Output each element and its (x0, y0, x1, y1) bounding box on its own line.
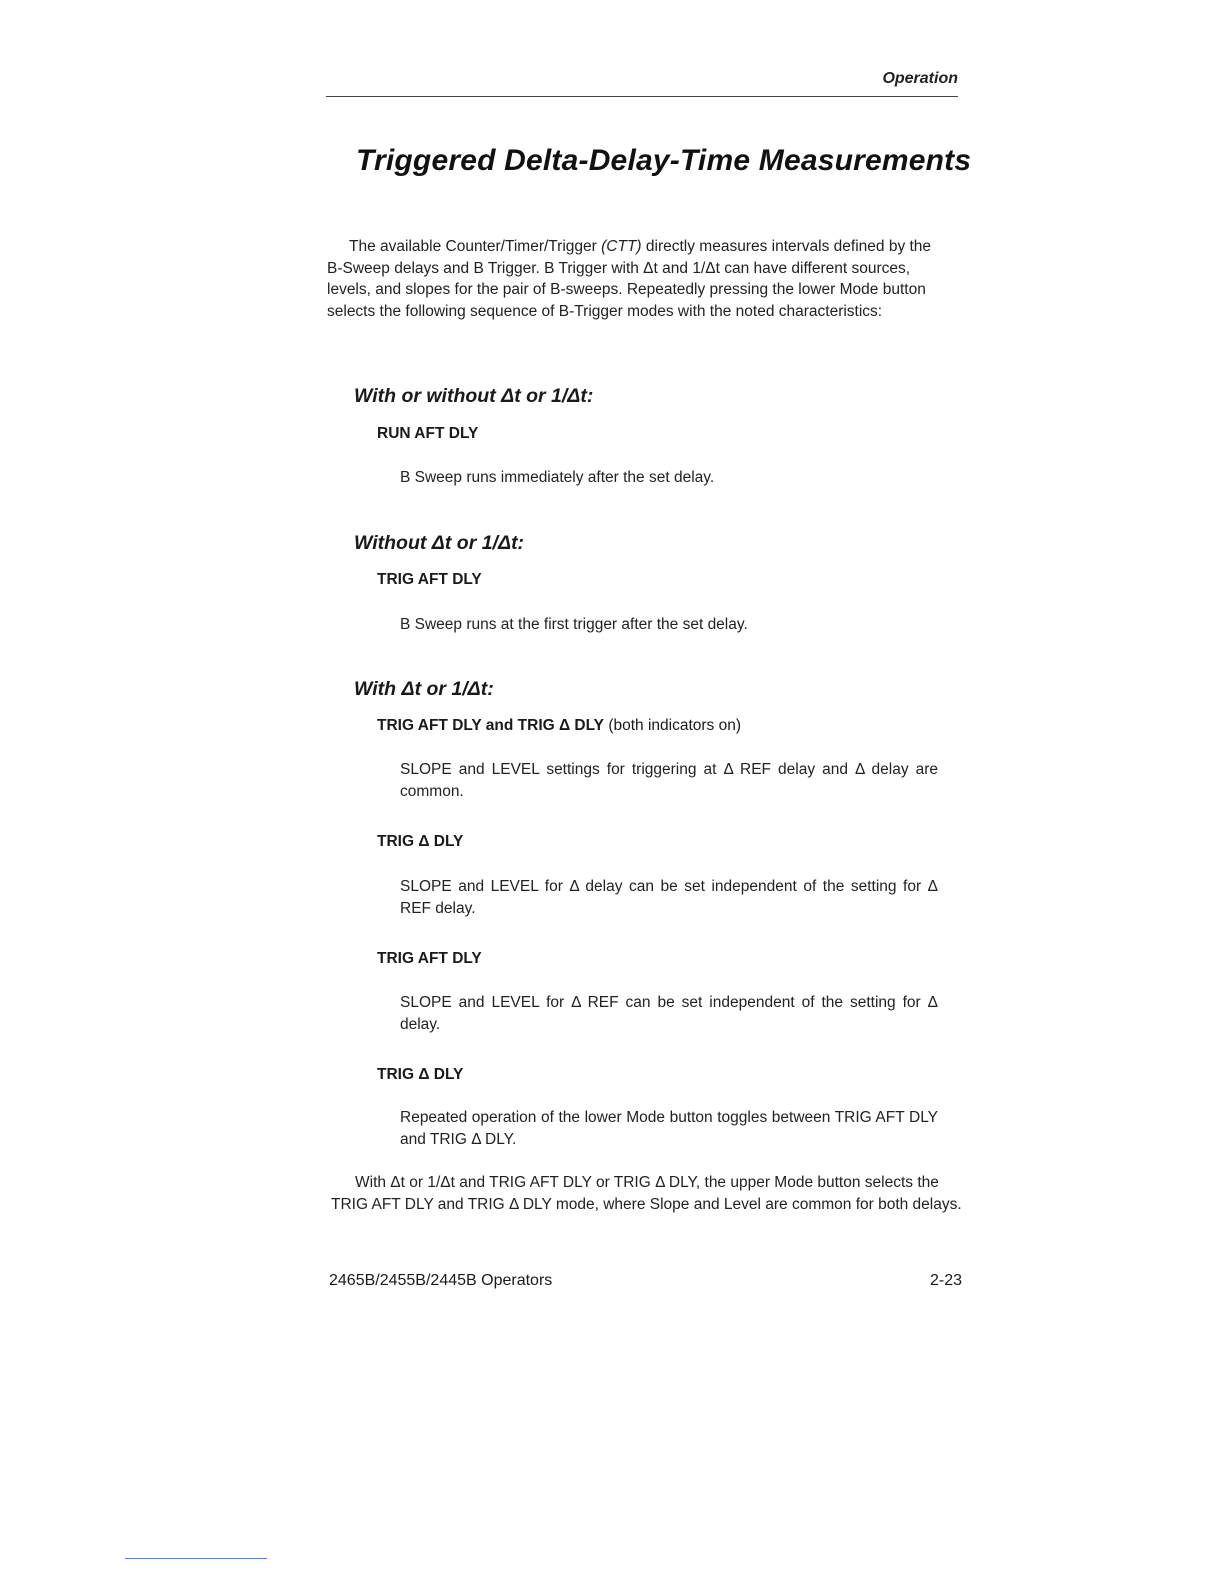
footer-page-number: 2-23 (929, 1272, 962, 1289)
desc-trig-delta-dly-toggle: Repeated operation of the lower Mode button toggles between TRIG AFT DLY and TRIG Δ DLY. (400, 1109, 938, 1148)
page-title: Triggered Delta-Delay-Time Measurements (356, 144, 972, 177)
desc-trig-aft-dly: B Sweep runs at the first trigger after the set delay. (400, 616, 748, 633)
mode-note: (both indicators on) (604, 717, 742, 734)
mode-run-aft-dly: RUN AFT DLY (377, 425, 479, 442)
header-rule (326, 96, 958, 97)
mode-trig-aft-dly-independent: TRIG AFT DLY (377, 950, 482, 967)
closing-paragraph: With Δt or 1/Δt and TRIG AFT DLY or TRIG Δ DLY, the upper Mode button selects the TRIG AFT DLY and TRIG Δ DLY mode, where Slope and Level are common for both delays. (331, 1174, 962, 1213)
heading-with-delta-t: With Δt or 1/Δt: (354, 678, 494, 700)
intro-text-start: The available Counter/Timer/Trigger (349, 238, 602, 255)
intro-paragraph (327, 236, 939, 322)
desc-trig-aft-dly-and-trig-delta-dly: SLOPE and LEVEL settings for triggering at Δ REF delay and Δ delay are common. (400, 761, 938, 800)
running-header-section: Operation (882, 70, 958, 87)
desc-run-aft-dly: B Sweep runs immediately after the set delay. (400, 469, 715, 486)
bottom-edge-line (125, 1558, 267, 1559)
mode-trig-delta-dly-toggle: TRIG Δ DLY (377, 1066, 464, 1083)
mode-name: TRIG AFT DLY and TRIG Δ DLY (377, 717, 605, 734)
ctt-abbreviation: (CTT) (601, 238, 642, 255)
heading-without-delta-t: Without Δt or 1/Δt: (354, 532, 525, 554)
mode-trig-aft-dly-and-trig-delta-dly (377, 717, 741, 735)
mode-trig-delta-dly: TRIG Δ DLY (377, 833, 464, 850)
desc-trig-delta-dly: SLOPE and LEVEL for Δ delay can be set independent of the setting for Δ REF delay. (400, 878, 938, 917)
mode-trig-aft-dly: TRIG AFT DLY (377, 571, 482, 588)
desc-trig-aft-dly-independent: SLOPE and LEVEL for Δ REF can be set independent of the setting for Δ delay. (400, 994, 938, 1033)
footer-manual-title: 2465B/2455B/2445B Operators (329, 1272, 553, 1289)
heading-with-or-without-delta-t: With or without Δt or 1/Δt: (354, 385, 594, 407)
intro-text-end: directly measures intervals defined by the B-Sweep delays and B Trigger. B Trigger with Δt and 1/Δt can have different sources, levels, and slopes for the pair of B-sweeps. Repeatedly pressing the lower Mode button selects the following sequence of B-Trigger modes with the noted characteristics: (327, 238, 932, 320)
